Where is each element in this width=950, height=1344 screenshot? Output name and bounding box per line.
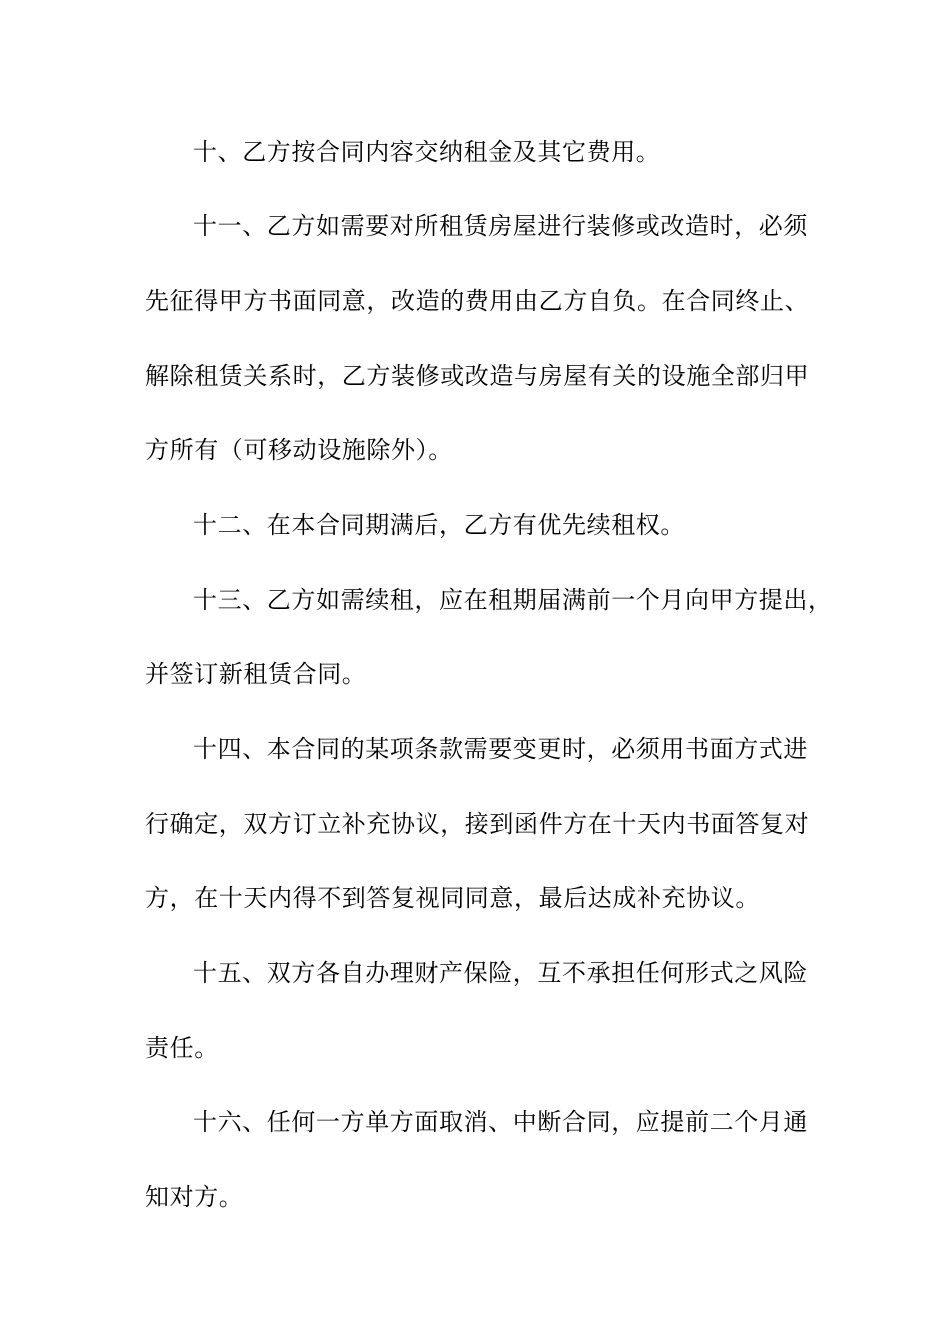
clause-16-line-2: 知对方。 [145,1183,244,1211]
clause-11-line-3: 解除租赁关系时，乙方装修或改造与房屋有关的设施全部归甲 [145,362,810,390]
clause-15-line-2: 责任。 [145,1034,219,1062]
clause-11-line-2: 先征得甲方书面同意，改造的费用由乙方自负。在合同终止、 [145,287,810,315]
clause-11-line-4: 方所有（可移动设施除外）。 [145,436,453,464]
clause-14-line-1: 十四、本合同的某项条款需要变更时，必须用书面方式进 [193,735,808,763]
clause-13-line-1: 十三、乙方如需续租，应在租期届满前一个月向甲方提出， [193,586,833,614]
clause-15-line-1: 十五、双方各自办理财产保险，互不承担任何形式之风险 [193,959,808,987]
clause-14-line-2: 行确定，双方订立补充协议，接到函件方在十天内书面答复对 [145,810,810,838]
clause-14-line-3: 方，在十天内得不到答复视同同意，最后达成补充协议。 [145,884,760,912]
clause-13-line-2: 并签订新租赁合同。 [145,660,367,688]
clause-16-line-1: 十六、任何一方单方面取消、中断合同，应提前二个月通 [193,1108,808,1136]
clause-12-line-1: 十二、在本合同期满后，乙方有优先续租权。 [193,511,685,539]
clause-11-line-1: 十一、乙方如需要对所租赁房屋进行装修或改造时，必须 [193,212,808,240]
clause-10-line-1: 十、乙方按合同内容交纳租金及其它费用。 [193,138,661,166]
